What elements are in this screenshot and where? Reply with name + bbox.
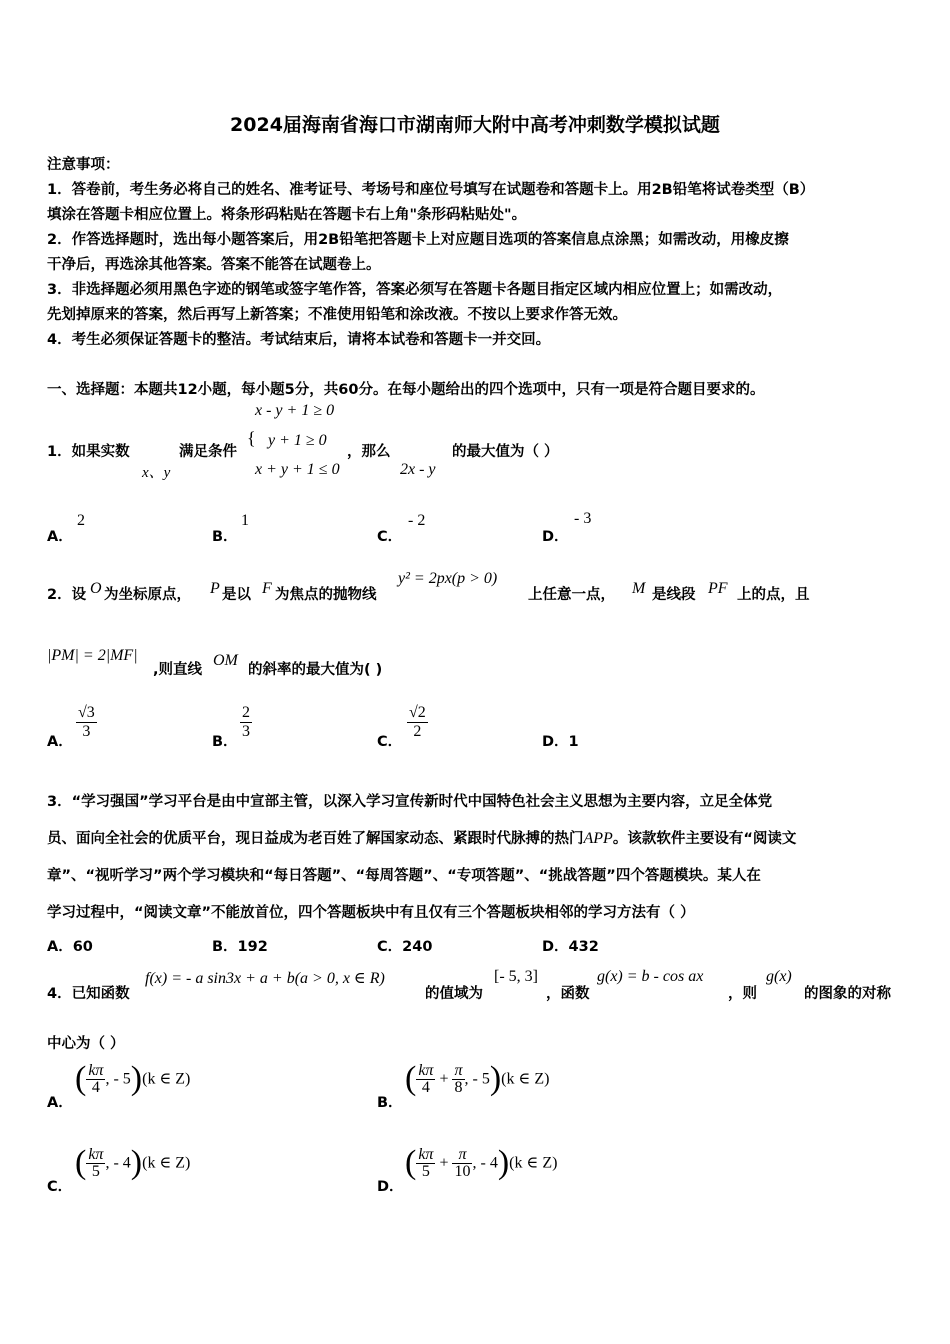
q4-function-f: f(x) = - a sin3x + a + b(a > 0, x ∈ R) <box>145 970 385 987</box>
q1-option-a-label: A． <box>47 529 73 545</box>
q1-option-a-value: 2 <box>77 512 85 529</box>
q4-option-d-expression: ( $\frac{k\pi}{5}$ + $\frac{\pi}{10}$ , - 4)(k ∈ Z) <box>405 1144 558 1181</box>
q3-line-3: 章”、“视听学习”两个学习模块和“每日答题”、“每周答题”、“专项答题”、“挑战答题”四个答题模块。某人在 <box>47 868 761 884</box>
q2-f: F <box>262 580 272 597</box>
q2-text-6: 是线段 <box>652 587 696 603</box>
q2-option-b-label: B． <box>212 734 238 750</box>
q1-brace: { <box>247 428 256 448</box>
notice-line-1a: 1．答卷前，考生务必将自己的姓名、准考证号、考场号和座位号填写在试题卷和答题卡上。用2B铅笔将试卷类型（B） <box>47 182 815 198</box>
q4-text-6: 中心为（ ） <box>47 1036 125 1052</box>
q3-line-4: 学习过程中，“阅读文章”不能放首位，四个答题板块中有且仅有三个答题板块相邻的学习方法有（ ） <box>47 905 695 921</box>
q4-option-c-label: C． <box>47 1179 73 1195</box>
q2-text-8: ,则直线 <box>153 662 203 678</box>
q2-parabola: y² = 2px(p > 0) <box>398 570 498 587</box>
q3-line-2: 员、面向全社会的优质平台，现日益成为老百姓了解国家动态、紧跟时代脉搏的热门APP。该款软件主要设有“阅读文 <box>47 830 797 847</box>
notice-line-3a: 3．非选择题必须用黑色字迹的钢笔或签字笔作答，答案必须写在答题卡各题目指定区域内相应位置上；如需改动， <box>47 282 783 298</box>
q2-option-a-label: A． <box>47 734 73 750</box>
q4-option-a-expression: ( $\frac{k\pi}{4}$ , - 5)(k ∈ Z) <box>75 1060 191 1097</box>
q1-condition-2: y + 1 ≥ 0 <box>268 432 327 449</box>
q2-pf: PF <box>708 580 728 597</box>
q2-option-c-fraction: $\frac{√2}{2}$ <box>409 704 426 740</box>
q4-range: [- 5, 3] <box>494 968 538 985</box>
q4-function-g: g(x) = b - cos ax <box>597 968 704 985</box>
q2-option-c-label: C． <box>377 734 403 750</box>
q4-option-b-expression: ( $\frac{k\pi}{4}$ + $\frac{\pi}{8}$ , - 5)(k ∈ Z) <box>405 1060 550 1097</box>
q4-text-4: ，则 <box>728 986 757 1002</box>
q4-text-2: 的值域为 <box>425 986 483 1002</box>
q2-m: M <box>632 580 646 597</box>
notice-line-1b: 填涂在答题卡相应位置上。将条形码粘贴在答题卡右上角"条形码粘贴处"。 <box>47 207 527 223</box>
page-title: 2024届海南省海口市湖南师大附中高考冲刺数学模拟试题 <box>230 114 720 136</box>
q1-option-b-label: B． <box>212 529 238 545</box>
q1-condition-1: x - y + 1 ≥ 0 <box>255 402 335 419</box>
q3-option-a: A．60 <box>47 939 93 955</box>
q1-option-d-label: D． <box>542 529 569 545</box>
q2-text-2: 为坐标原点， <box>104 587 191 603</box>
q3-option-d: D．432 <box>542 939 599 955</box>
q2-text-7: 上的点，且 <box>737 587 810 603</box>
q1-option-b-value: 1 <box>241 512 249 529</box>
q4-text-1: 4．已知函数 <box>47 986 130 1002</box>
q3-option-b: B．192 <box>212 939 268 955</box>
q3-app: APP <box>583 830 613 847</box>
q2-text-5: 上任意一点， <box>528 587 615 603</box>
q2-condition: |PM| = 2|MF| <box>47 647 138 664</box>
q4-option-b-label: B． <box>377 1095 403 1111</box>
q4-option-c-expression: ( $\frac{k\pi}{5}$ , - 4)(k ∈ Z) <box>75 1144 191 1181</box>
q2-o: O <box>90 580 102 597</box>
q2-text-1: 2．设 <box>47 587 87 603</box>
q4-option-a-label: A． <box>47 1095 73 1111</box>
q1-expression: 2x - y <box>400 461 436 478</box>
q3-line-1: 3．“学习强国”学习平台是由中宣部主管，以深入学习宣传新时代中国特色社会主义思想为主要内容，立足全体党 <box>47 794 773 810</box>
q2-text-4: 为焦点的抛物线 <box>275 587 377 603</box>
q4-gx: g(x) <box>766 968 792 985</box>
q1-option-c-value: - 2 <box>408 512 426 529</box>
q4-text-5: 的图象的对称 <box>804 986 891 1002</box>
q4-text-3: ，函数 <box>546 986 590 1002</box>
section-heading: 一、选择题：本题共12小题，每小题5分，共60分。在每小题给出的四个选项中，只有一项是符合题目要求的。 <box>47 382 765 398</box>
q2-option-b-fraction: $\frac{2}{3}$ <box>242 704 250 740</box>
notice-line-2a: 2．作答选择题时，选出每小题答案后，用2B铅笔把答题卡上对应题目选项的答案信息点涂黑；如需改动，用橡皮擦 <box>47 232 789 248</box>
notice-line-3b: 先划掉原来的答案，然后再写上新答案；不准使用铅笔和涂改液。不按以上要求作答无效。 <box>47 307 627 323</box>
q2-option-d: D．1 <box>542 734 579 750</box>
q2-p: P <box>210 580 220 597</box>
q2-option-a-fraction: $\frac{√3}{3}$ <box>78 704 95 740</box>
q1-text-3: ，那么 <box>347 444 391 460</box>
notice-heading: 注意事项： <box>47 157 120 173</box>
q1-text-2: 满足条件 <box>179 444 237 460</box>
q2-om: OM <box>213 652 238 669</box>
q2-text-3: 是以 <box>222 587 251 603</box>
q4-option-d-label: D． <box>377 1179 404 1195</box>
notice-line-2b: 干净后，再选涂其他答案。答案不能答在试题卷上。 <box>47 257 381 273</box>
q1-option-c-label: C． <box>377 529 403 545</box>
q1-text-1: 1．如果实数 <box>47 444 130 460</box>
notice-line-4: 4．考生必须保证答题卡的整洁。考试结束后，请将本试卷和答题卡一并交回。 <box>47 332 551 348</box>
q3-option-c: C．240 <box>377 939 433 955</box>
q1-condition-3: x + y + 1 ≤ 0 <box>255 461 340 478</box>
q2-text-9: 的斜率的最大值为( ) <box>248 662 383 678</box>
q1-vars: x、y <box>142 465 171 481</box>
q1-option-d-value: - 3 <box>574 510 592 527</box>
q1-text-4: 的最大值为（ ） <box>452 444 559 460</box>
